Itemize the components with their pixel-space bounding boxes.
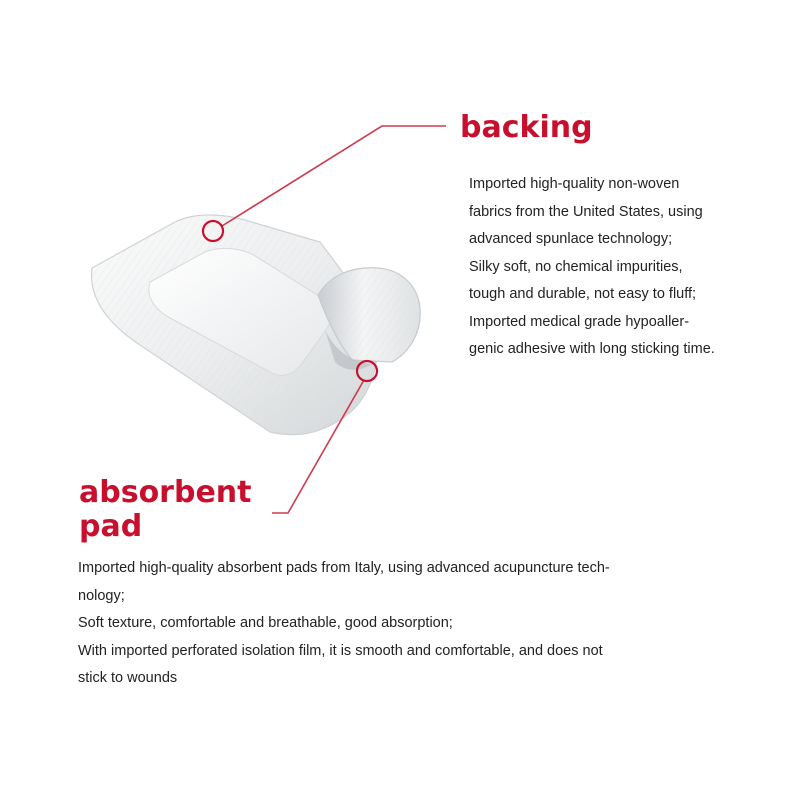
absorbent-pad-description-line: With imported perforated isolation film, it is smooth and comfortable, and does not	[78, 642, 603, 659]
backing-description-line: Imported medical grade hypoaller-	[469, 313, 690, 330]
backing-description-line: genic adhesive with long sticking time.	[469, 341, 715, 357]
backing-description-line: Silky soft, no chemical impurities,	[469, 258, 683, 275]
absorbent-pad-description-line: Imported high-quality absorbent pads from Italy, using advanced acupuncture tech-	[78, 560, 610, 576]
backing-description-line: fabrics from the United States, using	[469, 203, 703, 220]
absorbent-pad-heading-line2: pad	[79, 508, 143, 544]
absorbent-pad-description-line: stick to wounds	[78, 670, 178, 686]
absorbent-pad-heading	[79, 476, 279, 543]
absorbent-pad-description-line: Soft texture, comfortable and breathable, good absorption;	[78, 615, 453, 631]
absorbent-pad-description	[78, 555, 728, 693]
backing-description-line: advanced spunlace technology;	[469, 231, 673, 247]
backing-description-line: tough and durable, not easy to fluff;	[469, 286, 697, 302]
backing-description	[469, 171, 789, 364]
backing-heading: backing	[460, 110, 593, 145]
backing-description-line: Imported high-quality non-woven	[469, 176, 680, 192]
backing-leader-line	[222, 126, 446, 226]
absorbent-pad-heading-line1: absorbent	[79, 475, 252, 510]
absorbent-pad-description-line: nology;	[78, 587, 125, 604]
